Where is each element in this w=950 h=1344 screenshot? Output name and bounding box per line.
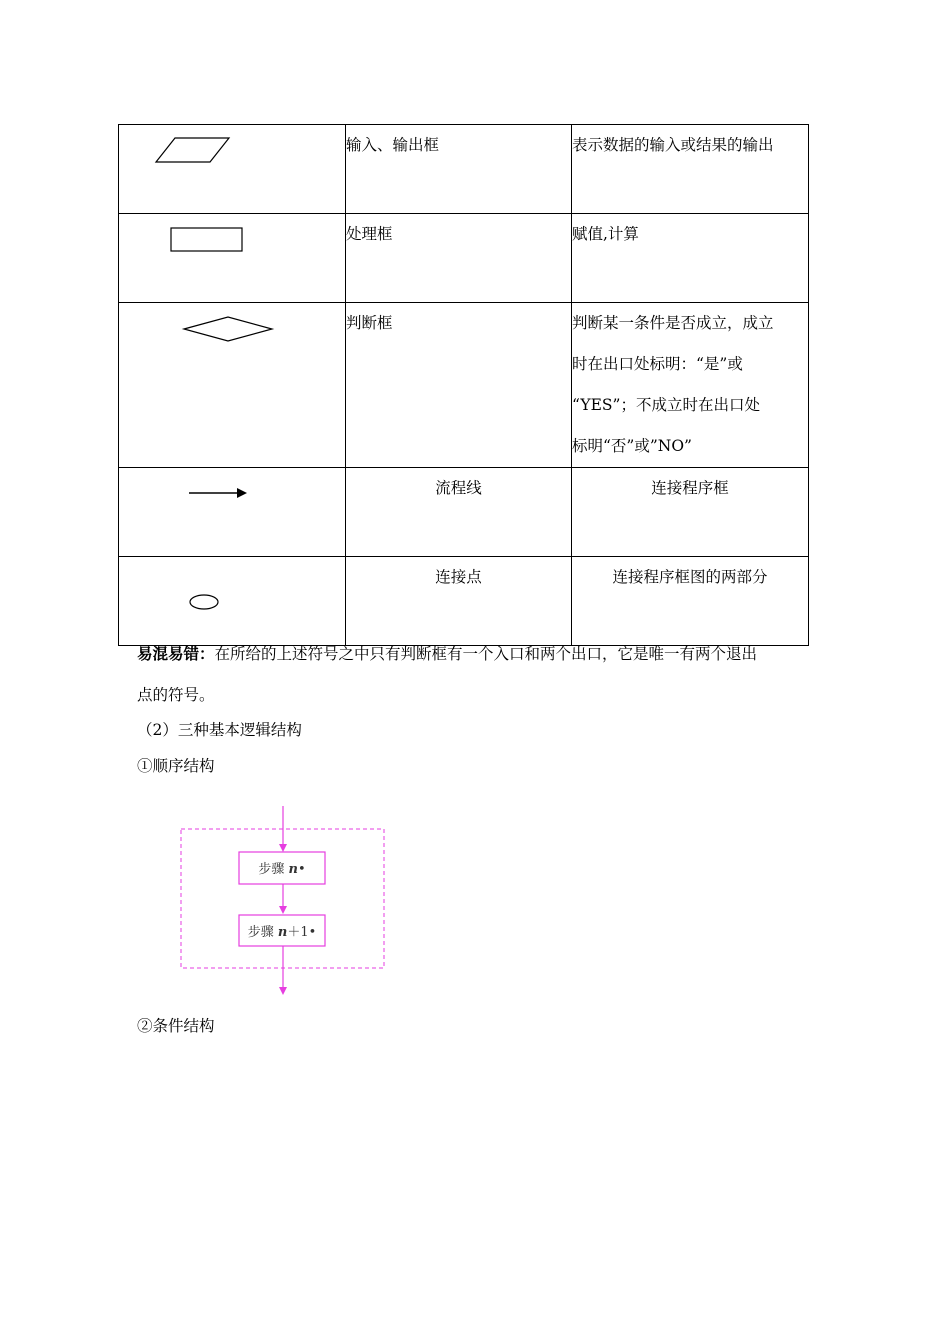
ellipse-icon	[119, 557, 345, 645]
section-heading: （2）三种基本逻辑结构	[137, 721, 302, 739]
description-line: 时在出口处标明：“是”或	[572, 355, 743, 373]
description-line: 标明“否”或”NO”	[572, 437, 692, 455]
description-line: “YES”；不成立时在出口处	[572, 396, 760, 414]
step-n-plus-1-label: 步骤 n＋1•	[247, 925, 317, 940]
arrow-down-icon	[279, 987, 287, 995]
diamond-icon	[119, 303, 345, 465]
condition-structure-label: ②条件结构	[137, 1017, 215, 1035]
arrow-right-icon	[119, 468, 345, 556]
symbol-description: 连接程序框	[572, 468, 809, 557]
note-text: 在所给的上述符号之中只有判断框有一个入口和两个出口，它是唯一有两个退出	[214, 645, 758, 663]
symbol-name: 输入、输出框	[346, 125, 572, 214]
table-row	[119, 468, 809, 557]
note-paragraph	[137, 644, 757, 664]
symbol-name: 连接点	[346, 557, 572, 646]
symbol-name: 判断框	[346, 303, 572, 468]
rectangle-icon	[119, 214, 345, 302]
flowchart-symbol-table	[118, 124, 809, 646]
symbol-description: 赋值,计算	[572, 214, 809, 303]
symbol-description: 连接程序框图的两部分	[572, 557, 809, 646]
table-row	[119, 125, 809, 214]
symbol-cell	[119, 557, 346, 646]
sequence-flowchart	[170, 800, 400, 1000]
symbol-name: 流程线	[346, 468, 572, 557]
parallelogram-icon	[119, 125, 345, 213]
symbol-description	[572, 303, 809, 468]
table-row	[119, 303, 809, 468]
note-continuation: 点的符号。	[137, 686, 215, 704]
arrow-down-icon	[279, 906, 287, 914]
symbol-cell	[119, 468, 346, 557]
table-row	[119, 557, 809, 646]
symbol-cell	[119, 125, 346, 214]
symbol-cell	[119, 214, 346, 303]
step-n-label: 步骤 n•	[258, 862, 306, 877]
symbol-description: 表示数据的输入或结果的输出	[572, 125, 809, 214]
description-line: 判断某一条件是否成立，成立	[572, 314, 774, 332]
sequence-structure-label: ①顺序结构	[137, 757, 215, 775]
arrow-down-icon	[279, 844, 287, 852]
symbol-cell	[119, 303, 346, 468]
note-label: 易混易错：	[137, 644, 215, 663]
table-row	[119, 214, 809, 303]
symbol-name: 处理框	[346, 214, 572, 303]
